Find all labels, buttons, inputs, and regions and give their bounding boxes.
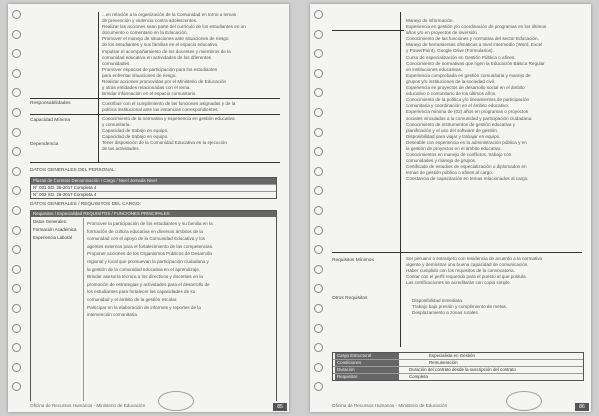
right-page [310,4,591,412]
section-label: Capacidad Mínima [30,118,70,123]
personnel-table [30,177,277,199]
list-item: Impulsar el acompañamiento de los docentes y miembros de la [102,48,231,54]
list-item: Experiencia mínima de (02) años en programas o proyectos [406,109,529,115]
list-item: Experiencia comprobada en gestión comunitaria y manejo de [406,72,531,78]
list-item: Deseable con experiencia en la administración pública y en [406,139,527,145]
list-item: de prevención y violencia contra adolescentes. [102,18,198,24]
page-footer: Oficina de Recursos Humanos - Ministerio de Educación [30,403,146,408]
table-row: N° 002 SO. 26-2017 Completa 4 [31,191,276,198]
table-row: Requisitos Completa [333,373,583,380]
table-header: Plazas de Contrato Denominación / Cargo / Nivel Jornada Nivel [31,178,276,184]
summary-table [332,352,584,381]
list-item: Conocimientos en manejo de conflictos, trabajo con [406,152,512,158]
list-item: Manejo de información. [406,18,454,23]
list-item: educativo o comunitario de los últimos años. [406,91,497,97]
table-row: N° 001 SO. 25-2017 Completa 4 [31,184,276,191]
list-item: comunitaria y coordinación en el ámbito educativo. [406,103,510,109]
section-text: Disponibilidad inmediata. Trabajo bajo presión y cumplimiento de metas. Desplazamiento a zonas rurales. [412,298,508,316]
list-item: ...en relación a la organización de la Comunidad en torno a temas [102,12,237,17]
top-list [102,12,282,97]
table-row: Duración Duración del contrato desde la suscripción del contrato [333,366,583,373]
section-label: Dependencia [30,142,59,147]
table-row-labels: Datos Generales: Formación Académica Experiencia Laboral [31,218,84,401]
list-item: temas de gestión pública o afines al cargo. [406,170,494,176]
table-header: Requisitos / Especialidad REQUISITOS / FUNCIONES PRINCIPALES [31,211,276,217]
page-footer: Oficina de Recursos Humanos - Ministerio de Educación [332,403,448,408]
section-label: Responsabilidades [30,101,71,106]
table-body: Promover la participación de los estudiantes y su familia en la formación de cultura educativa en diversos ámbitos de la comunidad con el apoyo de la Comunidad Educativa y los agentes externos para el fortalecimiento de las competencias. Proponer acciones de los Organismos Públicos de Desarrollo regional y local que promuevan la participación ciudadana y la gestión de la comunidad educativa en el aprendizaje. Brindar asesoría técnica a los directivos y docentes en la promoción de estrategias y actividades para el desarrollo de los estudiantes para fortalecer las capacidades de su comunidad y el ámbito de la gestión escolar. Participar en la elaboración de informes y reportes de la intervención comunitaria. [87,221,214,318]
list-item: comunidad educativa en actividades de los diferentes [102,54,212,60]
list-item: Realizar las acciones sean parte del currículo de los estudiantes en un [102,24,246,30]
list-item: Certificado de estudios de especialización o diplomados en [406,164,527,170]
list-item: la gestión de proyectos en el ámbito educativo. [406,145,502,151]
page-number: 85 [273,403,287,411]
left-page [8,4,289,412]
list-item: años y/o en proyectos de inversión. [406,30,479,36]
page-number: 86 [575,403,589,411]
table-caption: DATOS GENERALES / REQUISITOS DEL CARGO: [30,202,141,207]
list-item: planificación y el uso del software de gestión. [406,127,499,133]
list-item: Disponibilidad para viajar y trabajar en equipo. [406,133,501,139]
spiral-binding [10,10,24,408]
list-item: sociales vinculados a la comunidad y participación ciudadana. [406,115,533,121]
section-text: Conocimiento de la normativa y experiencia en gestión educativa y comunitaria. Capacidad de trabajo en equipo. Capacidad de trabajo en equipo. Tener disposición de la Comunidad Educativa en la ejecución de las actividades. [102,116,235,152]
list-item: documento o comentario en la Educación. [102,30,188,36]
list-item: Conocimiento de la política y/o lineamientos de participación [406,97,530,103]
requirements-list [406,18,582,183]
list-item: de los estudiantes y sus familias en el espacio educativo. [102,42,219,48]
section-text: Contribuir con el cumplimiento de las funciones asignadas y de la política institucional ante las instancias correspondientes. [102,101,236,113]
list-item: Conocimiento de las funciones y normativa del sector Educación. [406,36,539,42]
list-item: Promover el manejo de situaciones ante situaciones de riesgo [102,36,229,42]
list-item: grupos y/o instituciones de la sociedad civil. [406,78,496,84]
list-item: comunidades y manejo de grupos. [406,158,477,164]
list-item: Brindar información en el espacio comunitario. [102,91,197,97]
list-item: Conocimiento de instrumentos de gestión educativa y [406,121,516,127]
spiral-binding [312,10,326,408]
section-label: Otros Requisitos [332,296,368,301]
list-item: Realizar acciones promovidas por el Ministerio de Educación [102,79,227,85]
table-row: Condiciones Remuneración [333,359,583,366]
list-item: Constancia de capacitación en temas relacionados al cargo. [406,176,529,182]
list-item: y PowerPoint), Google Drive (Formularios). [406,48,494,54]
list-item: para enfrentar situaciones de riesgo. [102,72,177,78]
section-text: Ser peruano o extranjero con residencia de acuerdo a la normativa vigente y demostrar una buena capacidad de comunicación. Haber cumplido con los requisitos de la convocatoria. Contar con el perfil requerido para el puesto al que postula. Las certificaciones se acreditarán con copia simple. [406,256,543,286]
list-item: comunidades. [102,60,131,66]
list-item: en instituciones educativas. [406,66,463,72]
list-item: Experiencia en gestión y/o coordinación de programas en los últimos [406,24,547,30]
right-page-content [332,12,585,398]
list-item: Curso de especialización en Gestión Pública o afines. [406,54,516,60]
list-item: Promover espacios de participación para los estudiantes [102,66,218,72]
list-item: Experiencia en proyectos de desarrollo social en el ámbito [406,85,525,91]
left-page-content [30,12,283,398]
section-label: Requisitos Mínimos [332,258,374,263]
list-item: y otras entidades relacionadas con el tema. [102,85,191,91]
table-row: Cargo Estructural Especialista en Gestión [337,353,475,358]
list-item: Conocimiento de normativas que rigen la Educación Básica Regular [406,60,545,66]
requirements-table [30,210,277,401]
table-caption: DATOS GENERALES DEL PERSONAL: [30,168,117,173]
list-item: Manejo de herramientas ofimáticas a nivel intermedio (Word, Excel [406,42,543,48]
